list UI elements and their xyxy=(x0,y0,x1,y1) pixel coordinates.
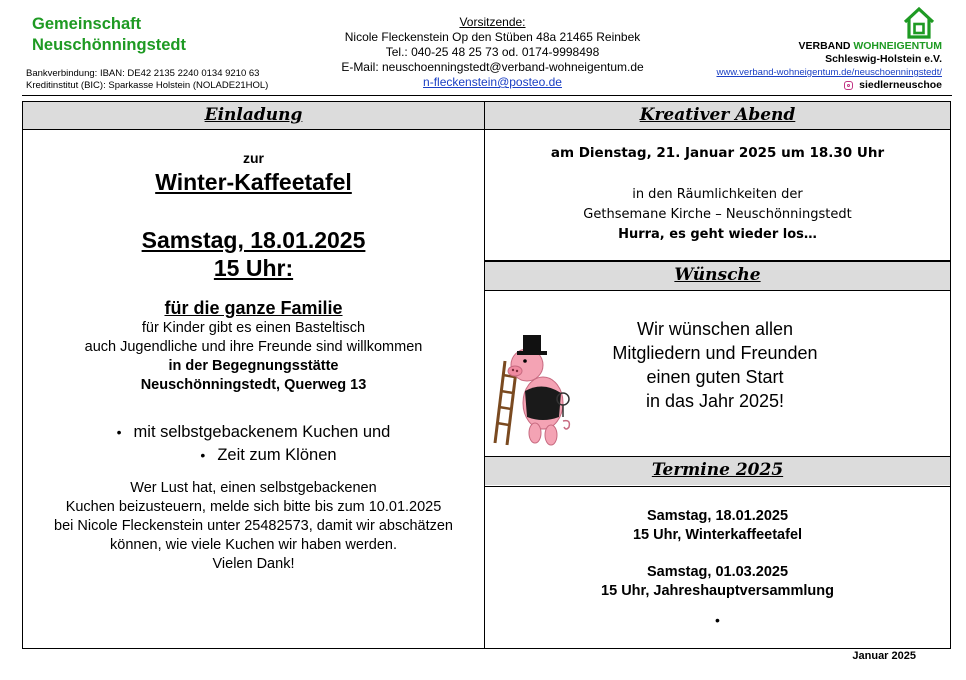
cake-request-thanks: Vielen Dank! xyxy=(212,556,295,572)
cake-request-line: Kuchen beizusteuern, melde sich bitte bis zum 10.01.2025 xyxy=(65,499,442,515)
wishes-panel xyxy=(484,291,951,457)
event-audience: für die ganze Familie xyxy=(164,298,343,318)
invitation-panel xyxy=(22,101,485,649)
wishes-header xyxy=(484,261,951,291)
cake-request xyxy=(23,479,484,574)
invitation-zur: zur xyxy=(243,150,264,166)
chair-email-link[interactable]: n-fleckenstein@posteo.de xyxy=(423,75,562,89)
org-name xyxy=(32,14,186,56)
cake-request-line: Wer Lust hat, einen selbstgebackenen xyxy=(130,480,377,496)
chair-phone: Tel.: 040-25 48 25 73 od. 0174-9998498 xyxy=(385,45,600,59)
instagram-handle[interactable] xyxy=(844,79,942,92)
chair-title: Vorsitzende: xyxy=(459,15,526,29)
dates-panel xyxy=(484,486,951,649)
creative-evening-body xyxy=(485,185,950,245)
org-name-line2: Neuschönningstedt xyxy=(32,36,187,54)
verband-sub: Schleswig-Holstein e.V. xyxy=(825,53,942,65)
date-entry-1-event: 15 Uhr, Winterkaffeetafel xyxy=(632,527,803,543)
date-entry-bullet: • xyxy=(715,612,720,628)
cake-request-line: bei Nicole Fleckenstein unter 25482573, damit wir abschätzen xyxy=(54,518,453,534)
invitation-title: Einladung xyxy=(23,102,484,130)
wishes-text xyxy=(580,317,850,413)
verband-name-part2: WOHNEIGENTUM xyxy=(853,40,942,52)
lucky-pig-chimney-sweep-icon xyxy=(493,321,575,449)
event-name: Winter-Kaffeetafel xyxy=(155,169,352,195)
list-item-text: mit selbstgebackenem Kuchen und xyxy=(133,423,391,441)
bank-bic: Kreditinstitut (BIC): Sparkasse Holstein (NOLADE21HOL) xyxy=(26,80,269,91)
verband-name-part1: VERBAND xyxy=(798,40,854,52)
chair-email: E-Mail: neuschoenningstedt@verband-wohneigentum.de xyxy=(341,60,644,74)
list-item xyxy=(23,421,484,444)
date-entry-2-date: Samstag, 01.03.2025 xyxy=(646,564,789,580)
wishes-title: Wünsche xyxy=(485,262,950,290)
wishes-line: Wir wünschen allen xyxy=(636,319,794,339)
verband-url-link[interactable]: www.verband-wohneigentum.de/neuschoenningstedt/ xyxy=(716,67,942,78)
creative-evening-panel xyxy=(484,101,951,261)
creative-evening-slogan: Hurra, es geht wieder los… xyxy=(618,227,817,242)
date-entry-2-event: 15 Uhr, Jahreshauptversammlung xyxy=(601,583,834,599)
creative-evening-line: Gethsemane Kirche – Neuschönningstedt xyxy=(583,207,852,222)
org-name-line1: Gemeinschaft xyxy=(32,15,142,33)
chair-address: Nicole Fleckenstein Op den Stüben 48a 21465 Reinbek xyxy=(344,30,641,44)
house-logo-icon xyxy=(902,6,936,40)
verband-block xyxy=(716,6,942,94)
bank-iban: Bankverbindung: IBAN: DE42 2135 2240 0134 9210 63 xyxy=(26,68,260,79)
list-item-text: Zeit zum Klönen xyxy=(217,446,337,464)
creative-evening-date: am Dienstag, 21. Januar 2025 um 18.30 Uhr xyxy=(550,145,885,161)
dates-title: Termine 2025 xyxy=(485,457,950,485)
creative-evening-line: in den Räumlichkeiten der xyxy=(632,187,803,202)
event-time: 15 Uhr: xyxy=(213,255,294,281)
list-item xyxy=(53,444,484,467)
creative-evening-title: Kreativer Abend xyxy=(485,102,950,130)
instagram-text: siedlerneuschoe xyxy=(859,79,942,91)
cake-request-line: können, wie viele Kuchen wir haben werden. xyxy=(110,537,397,553)
wishes-line: Mitgliedern und Freunden xyxy=(612,343,818,363)
wishes-line: in das Jahr 2025! xyxy=(645,391,785,411)
dates-header xyxy=(484,456,951,487)
info-line-youth: auch Jugendliche und ihre Freunde sind willkommen xyxy=(84,339,423,355)
bank-details xyxy=(26,68,268,92)
verband-name xyxy=(716,40,942,53)
date-entry-1-date: Samstag, 18.01.2025 xyxy=(646,508,789,524)
venue-line2: Neuschönningstedt, Querweg 13 xyxy=(140,377,367,393)
event-date: Samstag, 18.01.2025 xyxy=(141,227,366,253)
footer-date: Januar 2025 xyxy=(852,650,916,662)
header-divider xyxy=(22,95,952,96)
chair-contact xyxy=(320,15,665,90)
venue-line1: in der Begegnungsstätte xyxy=(168,358,339,374)
feature-list xyxy=(23,421,484,467)
wishes-line: einen guten Start xyxy=(646,367,784,387)
info-line-kids: für Kinder gibt es einen Basteltisch xyxy=(141,320,366,336)
instagram-icon xyxy=(844,81,853,90)
